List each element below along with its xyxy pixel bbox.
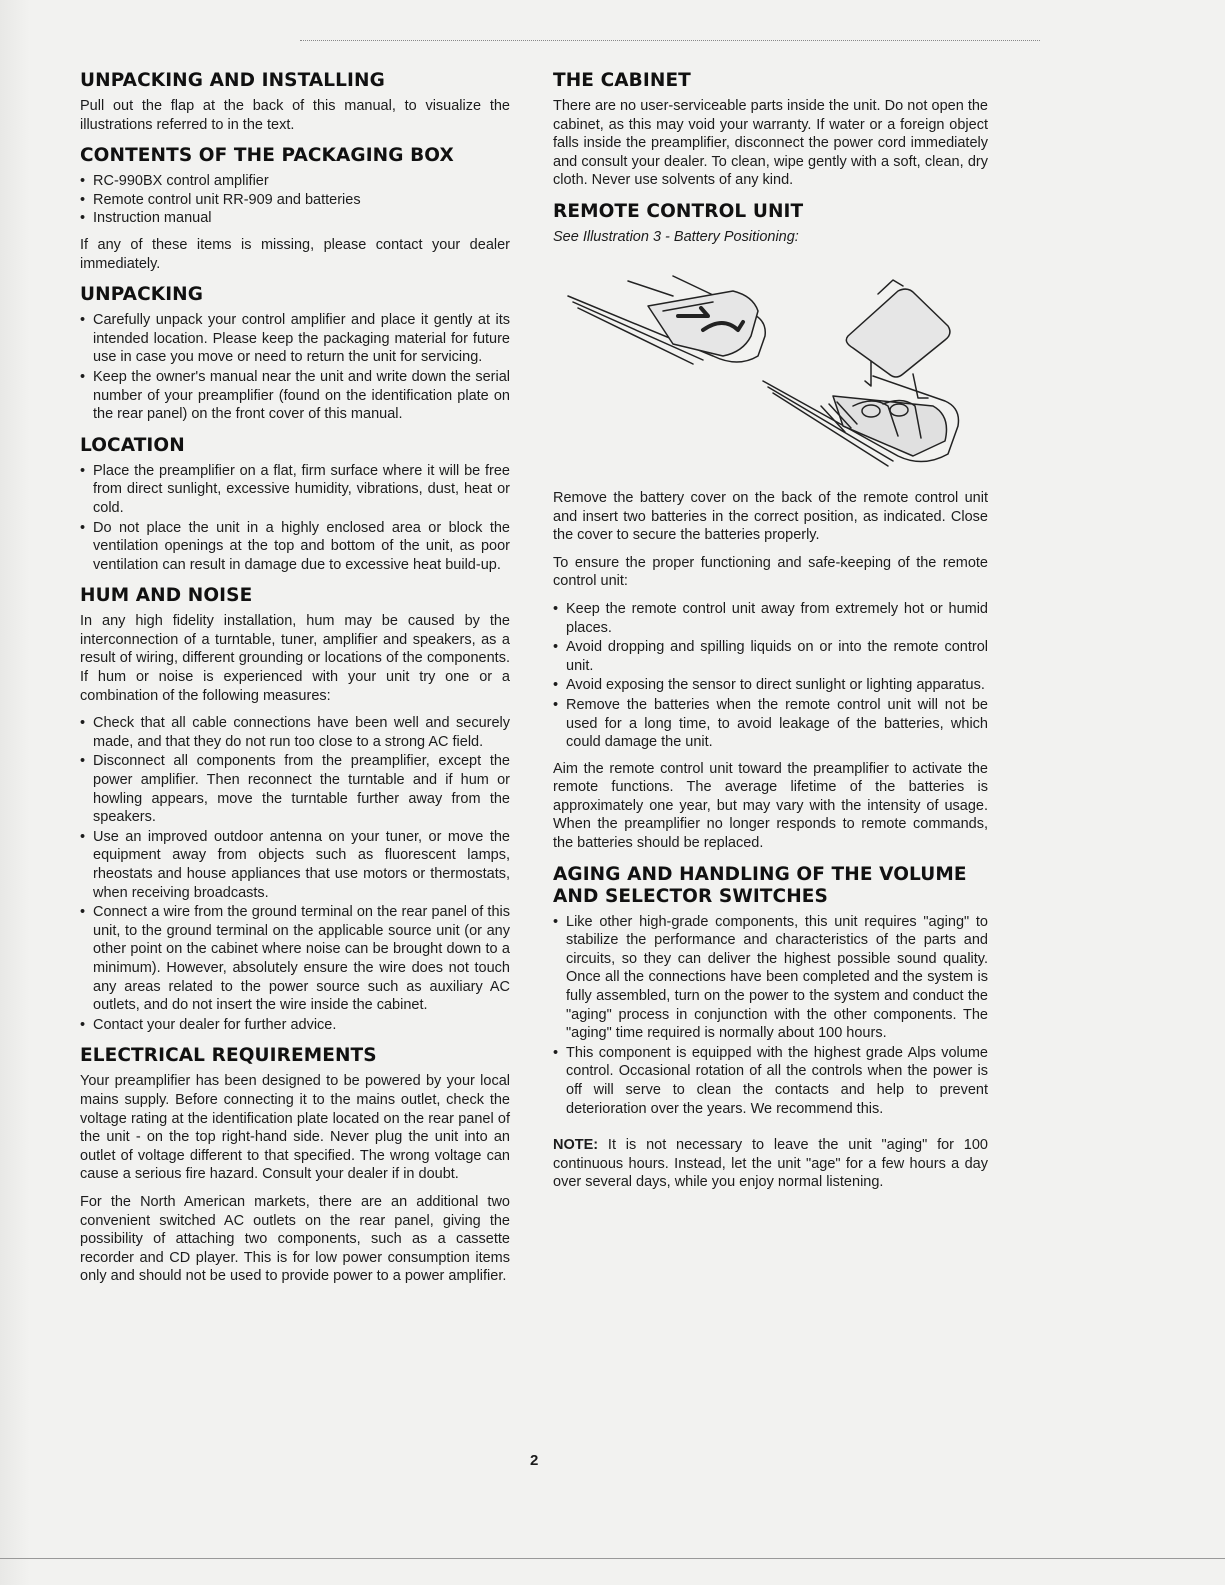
aging-list (553, 913, 988, 1119)
list-item: • Contact your dealer for further advice. (80, 1016, 510, 1035)
heading-contents: CONTENTS OF THE PACKAGING BOX (80, 145, 454, 167)
page-number: 2 (530, 1452, 539, 1469)
section-remote (553, 201, 988, 853)
list-item: • Remote control unit RR-909 and batteries (80, 191, 510, 210)
right-column (553, 70, 988, 1203)
remote-lower-icon (763, 376, 958, 466)
list-item: • Remove the batteries when the remote control unit will not be used for a long time, to avoid leakage of the batteries, which could damage the unit. (553, 696, 988, 752)
section-hum-noise (80, 585, 510, 1034)
list-item: • Avoid dropping and spilling liquids on or into the remote control unit. (553, 638, 988, 675)
cabinet-text: There are no user-serviceable parts inside the unit. Do not open the cabinet, as this may void your warranty. If water or a foreign object falls inside the preamplifier, disconnect the power cord immediately and consult your dealer. To clean, wipe gently with a soft, clean, dry cloth. Never use solvents of any kind. (553, 98, 988, 189)
top-scan-line (300, 40, 1040, 41)
list-item: • Like other high-grade components, this unit requires "aging" to stabilize the performance and characteristics of the parts and circuits, so they can deliver the highest possible sound quality. Once all the connections have been completed and the system is fully assembled, turn on the power to the system and conduct the "aging" process in conjunction with the other components. The "aging" time required is normally about 100 hours. (553, 913, 988, 1043)
section-cabinet (553, 70, 988, 190)
section-electrical (80, 1045, 510, 1286)
unpacking-list (80, 311, 510, 424)
heading-cabinet: THE CABINET (553, 70, 691, 91)
note-text: It is not necessary to leave the unit "aging" for 100 continuous hours. Instead, let the unit "age" for a few hours a day over several days, while you enjoy normal listening. (553, 1137, 988, 1191)
list-item: • Use an improved outdoor antenna on your tuner, or move the equipment away from objects such as fluorescent lamps, rheostats and house appliances that use motors or thermostats, when receiving broadcasts. (80, 828, 510, 902)
list-item: • Instruction manual (80, 209, 510, 228)
electrical-paragraph-1: Your preamplifier has been designed to be powered by your local mains supply. Before connecting it to the mains outlet, check the voltage rating at the identification plate located on the rear panel of the unit - on the top right-hand side. Never plug the unit into an outlet of voltage different to that specified. The wrong voltage can cause a serious fire hazard. Consult your dealer if in doubt. (80, 1073, 510, 1183)
scan-edge-shade (0, 0, 30, 1585)
hum-noise-list (80, 714, 510, 1034)
remote-paragraph-3: Aim the remote control unit toward the preamplifier to activate the remote functions. The average lifetime of the batteries is approximately one year, but may vary with the intensity of usage. When the preamplifier no longer responds to remote commands, the batteries should be replaced. (553, 760, 988, 852)
hum-noise-text: In any high fidelity installation, hum may be caused by the interconnection of a turntable, tuner, amplifier and speakers, as a result of wiring, different grounding or locations of the components. If hum or noise is experienced with your unit try one or a combination of the following measures: (80, 613, 510, 704)
section-contents (80, 145, 510, 273)
list-item: • Do not place the unit in a highly enclosed area or block the ventilation openings at the top and bottom of the unit, as poor ventilation can result in damage due to excessive heat build-up. (80, 519, 510, 575)
list-item: • Avoid exposing the sensor to direct sunlight or lighting apparatus. (553, 676, 988, 695)
heading-hum-noise: HUM AND NOISE (80, 585, 253, 607)
battery-cover-icon (846, 280, 950, 398)
section-aging (553, 864, 988, 1192)
list-item: • This component is equipped with the highest grade Alps volume control. Occasional rotation of all the controls when the power is off will serve to clean the contacts and help to prevent deterioration over the years. We recommend this. (553, 1044, 988, 1118)
illustration-caption: See Illustration 3 - Battery Positioning: (553, 228, 799, 245)
unpacking-installing-text: Pull out the flap at the back of this manual, to visualize the illustrations referred to in the text. (80, 98, 510, 133)
heading-unpacking: UNPACKING (80, 284, 204, 306)
remote-paragraph-1: Remove the battery cover on the back of the remote control unit and insert two batteries in the correct position, as indicated. Close the cover to secure the batteries properly. (553, 489, 988, 544)
list-item: • Keep the remote control unit away from extremely hot or humid places. (553, 600, 988, 637)
list-item: • Connect a wire from the ground terminal on the rear panel of this unit, to the ground terminal on the applicable source unit (or any other point on the cabinet where noise can be brought down to a minimum). However, absolutely ensure the wire does not touch any areas related to the power source such as auxiliary AC outlets, and do not insert the wire inside the cabinet. (80, 903, 510, 1015)
bottom-scan-line (0, 1558, 1225, 1559)
contents-text: If any of these items is missing, please contact your dealer immediately. (80, 236, 510, 272)
list-item: • Place the preamplifier on a flat, firm surface where it will be free from direct sunlight, excessive humidity, vibrations, dust, heat or cold. (80, 462, 510, 518)
heading-location: LOCATION (80, 434, 185, 456)
section-unpacking (80, 284, 510, 424)
list-item: • Check that all cable connections have been well and securely made, and that they do not run too close to a strong AC field. (80, 714, 510, 751)
note-label: NOTE: (553, 1137, 599, 1154)
list-item: • Carefully unpack your control amplifier and place it gently at its intended location. Please keep the packaging material for future use in case you move or need to return the unit for servicing. (80, 311, 510, 367)
list-item: • Keep the owner's manual near the unit and write down the serial number of your preamplifier (found on the identification plate on the rear panel) on the front cover of this manual. (80, 368, 510, 424)
remote-upper-icon (568, 276, 765, 364)
heading-remote: REMOTE CONTROL UNIT (553, 200, 804, 222)
remote-paragraph-2: To ensure the proper functioning and safe-keeping of the remote control unit: (553, 554, 988, 590)
remote-list (553, 600, 988, 752)
location-list (80, 462, 510, 575)
electrical-paragraph-2: For the North American markets, there are an additional two convenient switched AC outlets on the rear panel, giving the possibility of attaching two components, such as a cassette recorder and CD player. This is for low power consumption items only and should not be used to provide power to a power amplifier. (80, 1193, 510, 1285)
note-paragraph (553, 1136, 988, 1192)
list-item: • Disconnect all components from the preamplifier, except the power amplifier. Then reconnect the turntable and if hum or howling appears, move the turntable further away from the speakers. (80, 752, 510, 826)
left-column (80, 70, 510, 1297)
contents-list (80, 172, 510, 228)
heading-unpacking-installing: UNPACKING AND INSTALLING (80, 70, 385, 91)
heading-electrical: ELECTRICAL REQUIREMENTS (80, 1045, 377, 1067)
heading-aging: AGING AND HANDLING OF THE VOLUME AND SELECTOR SWITCHES (553, 863, 967, 907)
battery-illustration (553, 256, 983, 481)
list-item: • RC-990BX control amplifier (80, 172, 510, 191)
section-unpacking-installing (80, 70, 510, 134)
section-location (80, 435, 510, 575)
